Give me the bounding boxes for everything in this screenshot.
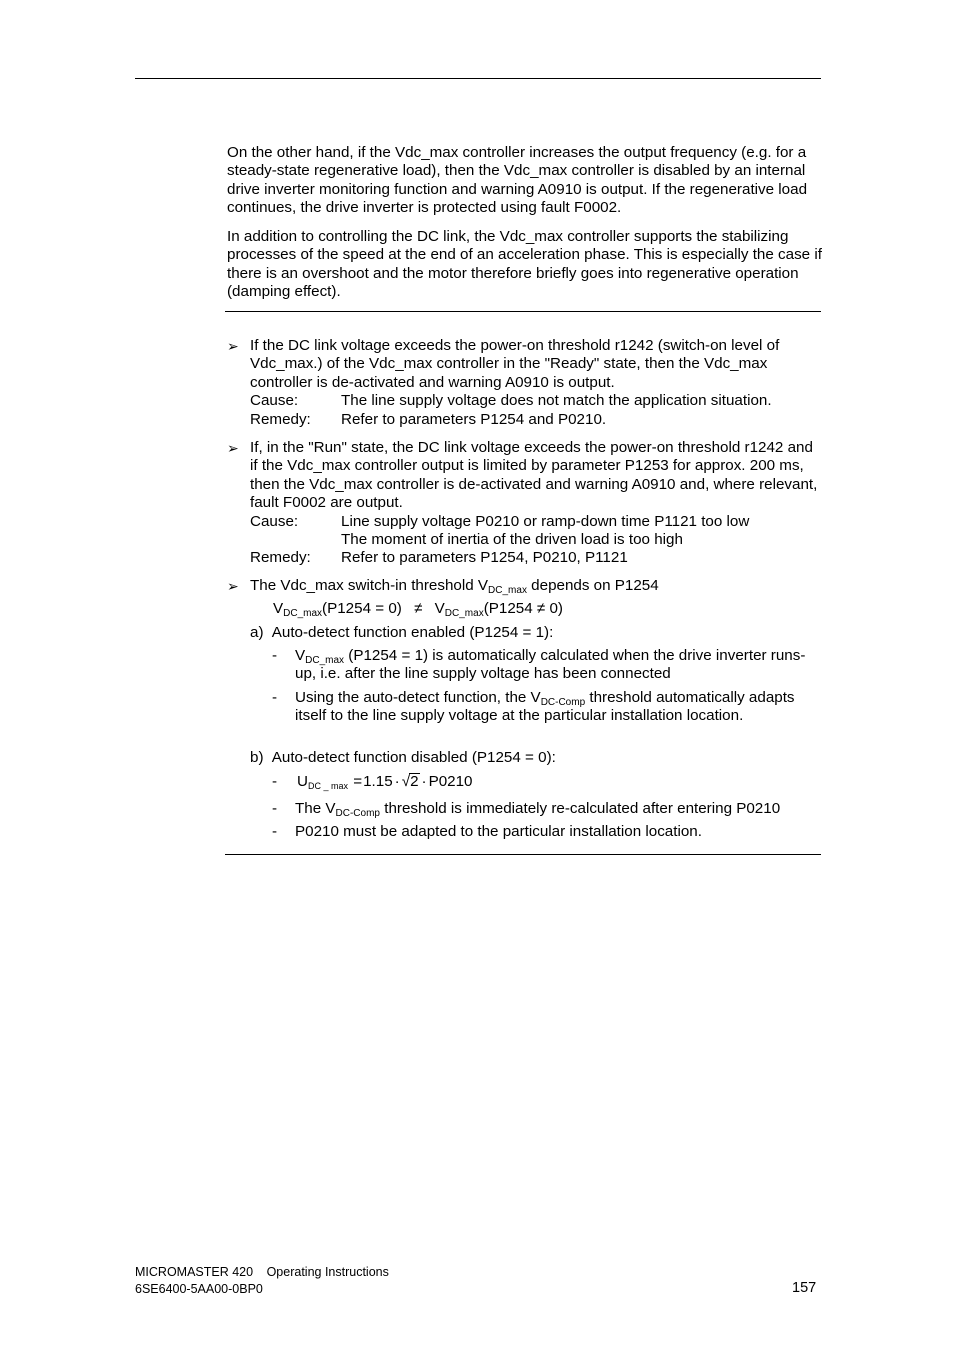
- cause-row: [250, 513, 823, 550]
- note-switch-in-threshold: [227, 577, 823, 595]
- remedy-row: [250, 411, 823, 429]
- case-a-heading: [250, 624, 553, 642]
- formula: $U_{DC \_ max} =1.15 \cdot √2 \cdot P0210$: [297, 773, 473, 791]
- case-a-item-1: $V_{DC\_max}$ (P1254 = 1) is automatically calculated when the drive inverter runs-up, i.e. after the line supply voltage has been connected: [295, 647, 806, 683]
- cause-text: [341, 513, 823, 550]
- case-b-item-3: P0210 must be adapted to the particular installation location.: [295, 823, 702, 840]
- case-b-text: Auto-detect function disabled (P1254 = 0):: [271, 749, 556, 766]
- footer-product: MICROMASTER 420: [135, 1265, 254, 1279]
- header-rule: [135, 78, 821, 79]
- remedy-text: Refer to parameters P1254, P0210, P1121: [341, 549, 628, 567]
- case-b-item-2: The $V_{DC-Comp}$ threshold is immediately re-calculated after entering P0210: [295, 800, 781, 819]
- footer-order-number: 6SE6400-5AA00-0BP0: [135, 1282, 263, 1296]
- inequality: $V_{DC\_max}(P1254 = 0) \ne V_{DC\_max}(P1254 \ne 0)$: [273, 600, 563, 619]
- square-root-icon: √: [401, 773, 411, 790]
- remedy-text: Refer to parameters P1254 and P0210.: [341, 410, 607, 428]
- cause-label: Cause:: [250, 392, 299, 410]
- case-a-item-2: Using the auto-detect function, the $V_{DC-Comp}$ threshold automatically adapts itself to the line supply voltage at the particular installation location.: [295, 689, 795, 725]
- cause-label: Cause:: [250, 512, 299, 530]
- dash-marker: -: [272, 647, 278, 664]
- note-text: If, in the "Run" state, the DC link voltage exceeds the power-on threshold r1242 and if the Vdc_max controller output is limited by parameter P1253 for approx. 200 ms, then the Vdc_max controller is de-activated and warning A0910 and, where relevant, fault F0002 are output.: [250, 439, 818, 512]
- note-top-rule: [225, 311, 821, 312]
- case-b-heading: [250, 749, 556, 767]
- note-ready-state: [227, 337, 823, 429]
- case-a-label: a): [250, 624, 264, 641]
- cause-line-2: The moment of inertia of the driven load is too high: [341, 531, 683, 549]
- note-run-state: [227, 439, 823, 568]
- remedy-row: [250, 549, 823, 567]
- not-equal-symbol: ≠: [414, 600, 423, 617]
- dash-marker: -: [272, 800, 278, 817]
- bullet-arrow-icon: ➢: [227, 338, 239, 354]
- case-a-text: Auto-detect function enabled (P1254 = 1):: [271, 624, 554, 641]
- dash-marker: -: [272, 689, 278, 706]
- remedy-label: Remedy:: [250, 410, 311, 428]
- remedy-label: Remedy:: [250, 549, 311, 567]
- note-text: The Vdc_max switch-in threshold $V_{DC\_max}$ depends on P1254: [250, 577, 659, 596]
- page-number: 157: [792, 1280, 817, 1296]
- dash-marker: -: [272, 823, 278, 840]
- footer-title-line: [135, 1264, 389, 1280]
- bullet-arrow-icon: ➢: [227, 578, 239, 594]
- case-b-label: b): [250, 749, 264, 766]
- cause-text: The line supply voltage does not match the application situation.: [341, 392, 772, 410]
- note-bottom-rule: [225, 854, 821, 855]
- paragraph-overshoot: On the other hand, if the Vdc_max controller increases the output frequency (e.g. for a steady-state regenerative load), then the Vdc_max controller is disabled by an internal drive inverter monitoring function and warning A0910 is output. If the regenerative load continues, the drive inverter is protected using fault F0002.: [227, 144, 808, 217]
- note-text: If the DC link voltage exceeds the power-on threshold r1242 (switch-on level of Vdc_max.) of the Vdc_max controller in the "Ready" state, then the Vdc_max controller is de-activated and warning A0910 is output.: [250, 337, 780, 391]
- dash-marker: -: [272, 773, 278, 790]
- cause-row: [250, 392, 823, 410]
- cause-line-1: Line supply voltage P0210 or ramp-down time P1121 too low: [341, 512, 750, 530]
- bullet-arrow-icon: ➢: [227, 440, 239, 456]
- footer-doc-type: Operating Instructions: [266, 1265, 389, 1279]
- paragraph-damping: In addition to controlling the DC link, the Vdc_max controller supports the stabilizing processes of the speed at the end of an acceleration phase. This is especially the case if there is an overshoot and the motor therefore briefly goes into regenerative operation (damping effect).: [227, 228, 822, 301]
